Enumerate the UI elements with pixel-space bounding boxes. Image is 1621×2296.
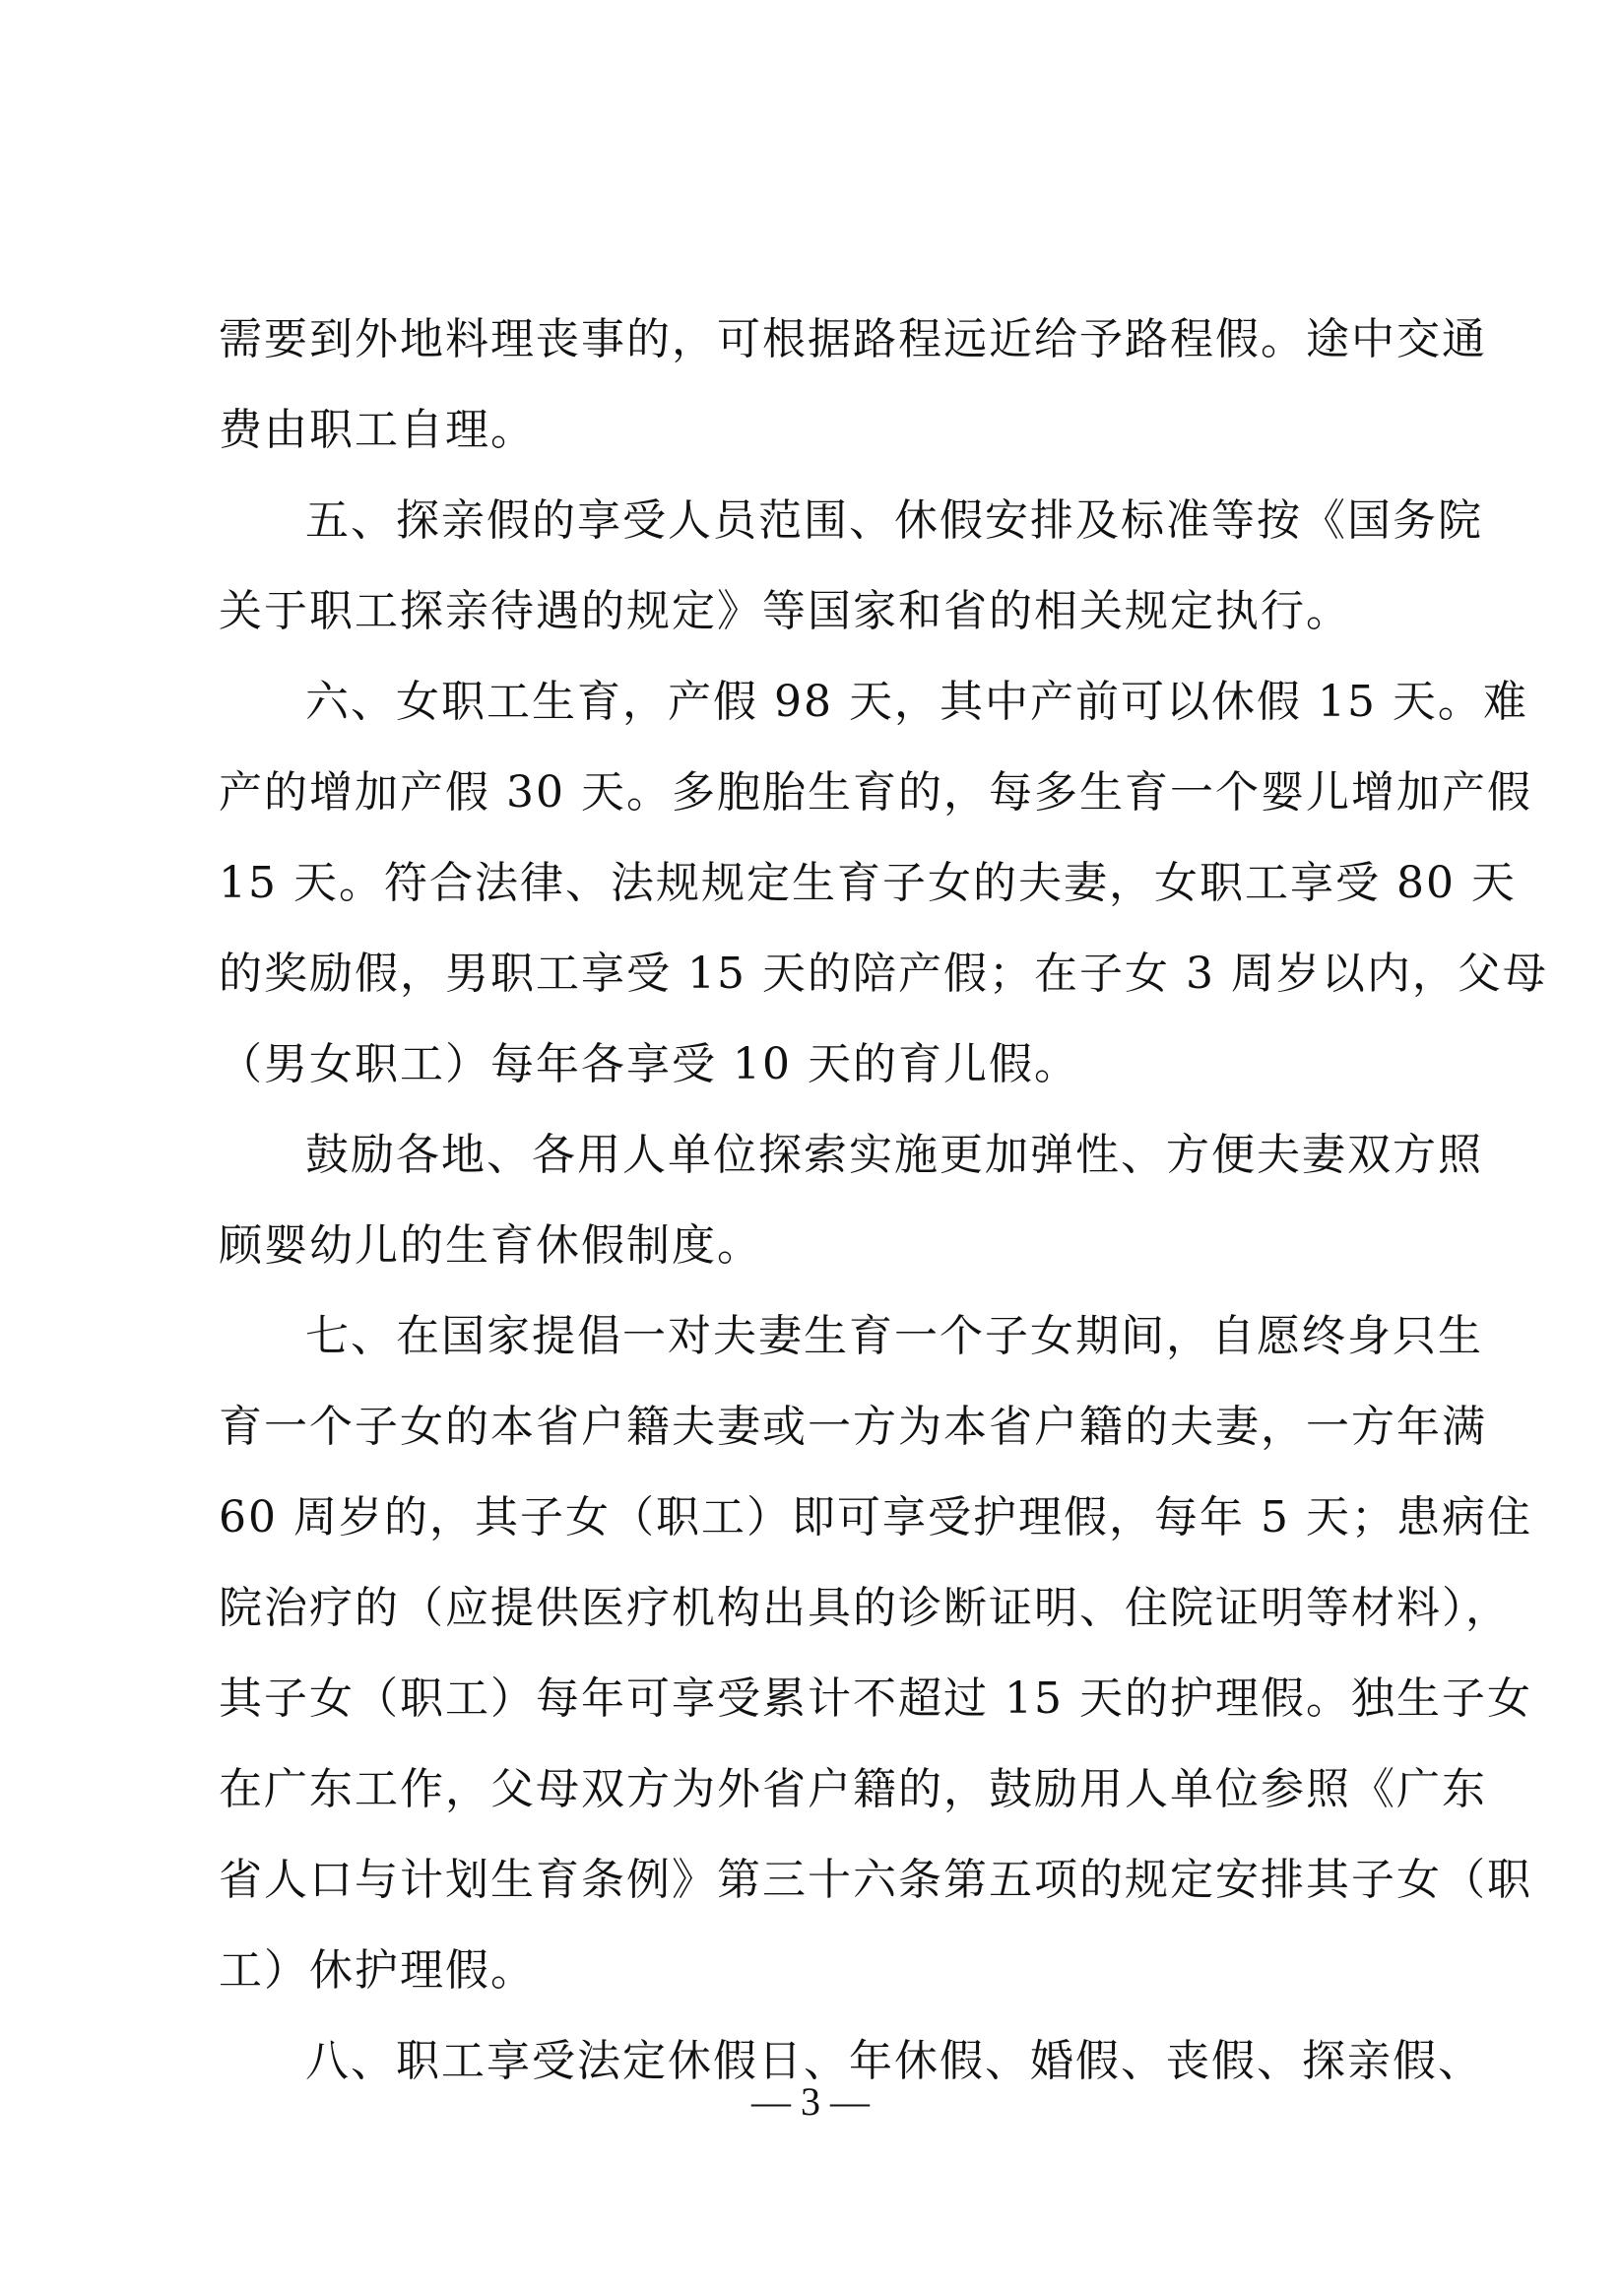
text-line: 60 周岁的，其子女（职工）即可享受护理假，每年 5 天；患病住: [219, 1492, 1532, 1542]
text-line: 产的增加产假 30 天。多胞胎生育的，每多生育一个婴儿增加产假: [219, 767, 1532, 818]
text-line: 五、探亲假的享受人员范围、休假安排及标准等按《国务院: [305, 495, 1483, 546]
text-line: 工）休护理假。: [219, 1945, 536, 1996]
text-line: 顾婴幼儿的生育休假制度。: [219, 1220, 762, 1271]
text-line: 费由职工自理。: [219, 405, 536, 455]
text-line: （男女职工）每年各享受 10 天的育儿假。: [219, 1039, 1079, 1089]
text-line: 需要到外地料理丧事的，可根据路程远近给予路程假。途中交通: [219, 314, 1487, 364]
text-line: 的奖励假，男职工享受 15 天的陪产假；在子女 3 周岁以内，父母: [219, 949, 1548, 999]
text-line: 育一个子女的本省户籍夫妻或一方为本省户籍的夫妻，一方年满: [219, 1402, 1487, 1452]
text-line: 鼓励各地、各用人单位探索实施更加弹性、方便夫妻双方照: [305, 1130, 1483, 1180]
text-line: 省人口与计划生育条例》第三十六条第五项的规定安排其子女（职: [219, 1855, 1532, 1905]
text-line: 在广东工作，父母双方为外省户籍的，鼓励用人单位参照《广东: [219, 1764, 1487, 1814]
text-line: 七、在国家提倡一对夫妻生育一个子女期间，自愿终身只生: [305, 1311, 1483, 1361]
text-line: 八、职工享受法定休假日、年休假、婚假、丧假、探亲假、: [305, 2036, 1483, 2086]
text-line: 六、女职工生育，产假 98 天，其中产前可以休假 15 天。难: [305, 677, 1528, 727]
text-line: 关于职工探亲待遇的规定》等国家和省的相关规定执行。: [219, 586, 1351, 636]
page-number: — 3 —: [751, 2079, 870, 2124]
text-line: 其子女（职工）每年可享受累计不超过 15 天的护理假。独生子女: [219, 1673, 1532, 1724]
text-line: 15 天。符合法律、法规规定生育子女的夫妻，女职工享受 80 天: [219, 858, 1517, 908]
text-line: 院治疗的（应提供医疗机构出具的诊断证明、住院证明等材料），: [219, 1583, 1511, 1633]
